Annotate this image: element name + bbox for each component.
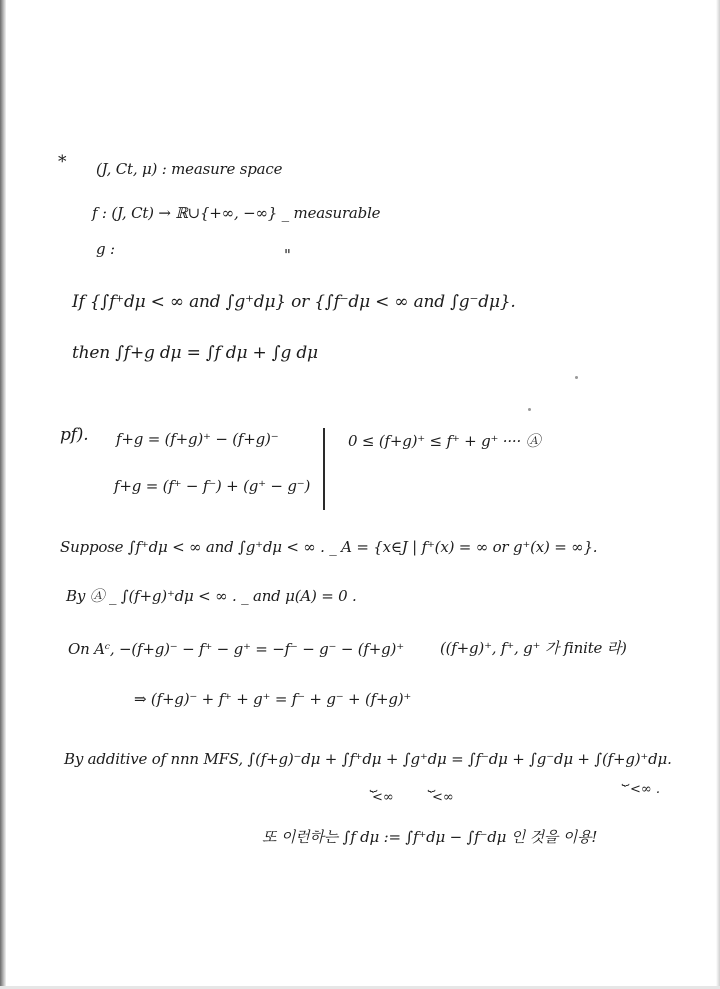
suppose-line: Suppose ∫f⁺dμ < ∞ and ∫g⁺dμ < ∞ . _ A = {x∈J | f⁺(x) = ∞ or g⁺(x) = ∞}.	[60, 538, 598, 556]
bound-label-2: <∞	[432, 790, 454, 805]
proof-equation-2: f+g = (f⁺ − f⁻) + (g⁺ − g⁻)	[114, 477, 311, 495]
finite-note: ((f+g)⁺, f⁺, g⁺ 가 finite 라)	[440, 639, 627, 657]
bullet-star: *	[58, 152, 67, 172]
conclusion-then-line: then ∫f+g dμ = ∫f dμ + ∫g dμ	[72, 343, 318, 363]
page-right-edge	[716, 0, 720, 989]
proof-label: pf).	[60, 425, 89, 445]
bound-label-1: <∞	[372, 790, 394, 805]
f-definition-line: f : (J, Ct) → ℝ∪{+∞, −∞} _ measurable	[92, 204, 381, 222]
bound-label-3: <∞ .	[630, 782, 660, 797]
by-a-line: By Ⓐ _ ∫(f+g)⁺dμ < ∞ . _ and μ(A) = 0 .	[66, 587, 357, 605]
underbrace-mark-2: ⏟	[428, 778, 436, 793]
implies-line: ⇒ (f+g)⁻ + f⁺ + g⁺ = f⁻ + g⁻ + (f+g)⁺	[134, 690, 412, 708]
measure-space-line: (J, Ct, μ) : measure space	[96, 160, 283, 178]
hypothesis-if-line: If {∫f⁺dμ < ∞ and ∫g⁺dμ} or {∫f⁻dμ < ∞ and ∫g⁻dμ}.	[72, 292, 516, 312]
underbrace-mark-1: ⏟	[370, 778, 378, 793]
stray-mark	[575, 376, 578, 379]
underbrace-mark-3: ⏟	[622, 772, 630, 787]
g-definition-line: g :	[96, 240, 115, 258]
ditto-mark: "	[284, 246, 291, 264]
on-a-complement-line: On Aᶜ, −(f+g)⁻ − f⁺ − g⁺ = −f⁻ − g⁻ − (f+g)⁺	[68, 640, 404, 658]
final-remark-line: 또 이런하는 ∫f dμ := ∫f⁺dμ − ∫f⁻dμ 인 것을 이용!	[262, 828, 598, 846]
stray-mark	[528, 408, 531, 411]
additive-line: By additive of nnn MFS, ∫(f+g)⁻dμ + ∫f⁺dμ + ∫g⁺dμ = ∫f⁻dμ + ∫g⁻dμ + ∫(f+g)⁺dμ.	[64, 750, 672, 768]
page-left-edge	[0, 0, 6, 989]
inequality-a: 0 ≤ (f+g)⁺ ≤ f⁺ + g⁺ ···· Ⓐ	[348, 432, 541, 450]
proof-divider-bar	[323, 428, 325, 510]
proof-equation-1: f+g = (f+g)⁺ − (f+g)⁻	[116, 430, 279, 448]
